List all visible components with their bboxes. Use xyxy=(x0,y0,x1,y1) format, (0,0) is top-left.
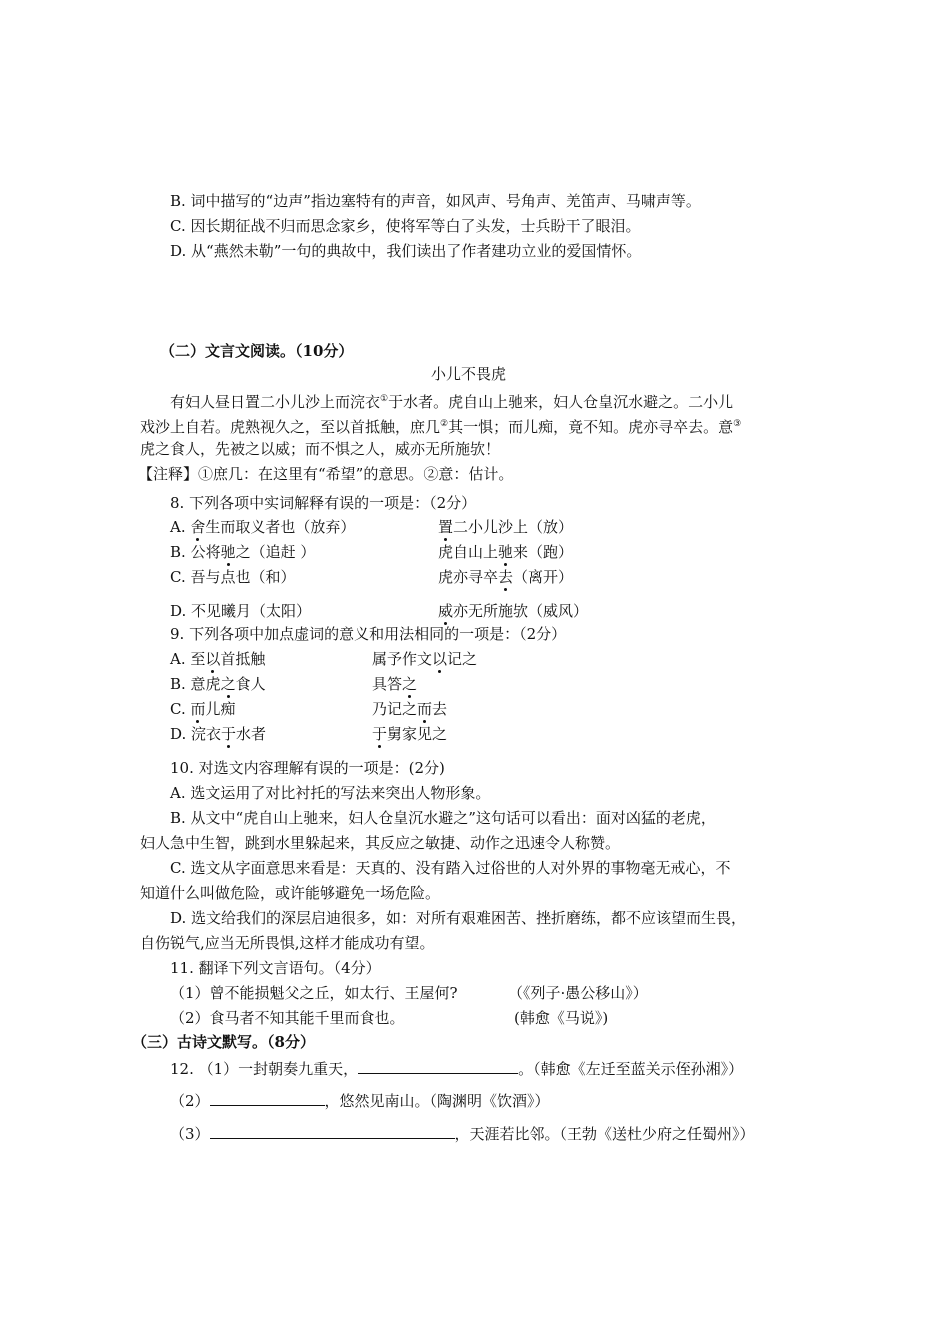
q9-option-d2: 于舅家见之 xyxy=(372,725,448,743)
q8-option-d2: 威亦无所施欤（威风） xyxy=(438,602,589,620)
q8-option-c: C. 吾与点也（和） xyxy=(170,568,296,586)
section3-heading: （三）古诗文默写。（8分） xyxy=(132,1033,315,1051)
answer-blank[interactable] xyxy=(358,1058,518,1074)
q8-option-a: A. 舍生而取义者也（放弃） xyxy=(170,518,356,536)
section2-heading: （二）文言文阅读。（10分） xyxy=(160,342,354,360)
q10-option-d: D. 选文给我们的深层启迪很多，如：对所有艰难困苦、挫折磨练，都不应该望而生畏， xyxy=(170,909,747,927)
q11-stem: 11. 翻译下列文言语句。（4分） xyxy=(170,959,381,977)
q8-option-b: B. 公将驰之（追赶 ） xyxy=(170,543,316,561)
q9-option-c2: 乃记之而去 xyxy=(372,700,448,718)
q11-sentence-1: （1）曾不能损魁父之丘，如太行、王屋何? xyxy=(170,984,458,1002)
passage-line-3: 虎之食人，先被之以威；而不惧之人，威亦无所施欤！ xyxy=(140,440,501,458)
q9-option-b2: 具答之 xyxy=(372,675,418,693)
q12-line-2: （2） ，悠然见南山。（陶渊明《饮酒》） xyxy=(170,1092,550,1110)
answer-blank[interactable] xyxy=(210,1123,455,1139)
q11-sentence-2: （2）食马者不知其能千里而食也。 xyxy=(170,1009,405,1027)
passage-note: 【注释】①庶几：在这里有“希望”的意思。②意：估计。 xyxy=(138,465,514,483)
q10-option-c: C. 选文从字面意思来看是：天真的、没有踏入过俗世的人对外界的事物毫无戒心，不 xyxy=(170,859,731,877)
answer-blank[interactable] xyxy=(210,1090,325,1106)
q9-option-c: C. 而儿痴 xyxy=(170,700,236,718)
q11-source-1: （《列子·愚公移山》） xyxy=(508,984,648,1002)
passage-line-2: 戏沙上自若。虎熟视久之，至以首抵触，庶几②其一惧；而儿痴，竟不知。虎亦寻卒去。意③ xyxy=(140,418,742,436)
q12-line-3: （3） ，天涯若比邻。（王勃《送杜少府之任蜀州》） xyxy=(170,1125,755,1143)
q8-option-a2: 置二小儿沙上（放） xyxy=(438,518,574,536)
q10-option-b: B. 从文中“虎自山上驰来，妇人仓皇沉水避之”这句话可以看出：面对凶猛的老虎， xyxy=(170,809,716,827)
q7-option-d: D. 从“燕然未勒”一句的典故中，我们读出了作者建功立业的爱国情怀。 xyxy=(170,242,642,260)
q10-stem: 10. 对选文内容理解有误的一项是：(2分) xyxy=(170,759,445,777)
passage-title: 小儿不畏虎 xyxy=(431,365,507,383)
q10-option-a: A. 选文运用了对比衬托的写法来突出人物形象。 xyxy=(170,784,491,802)
q10-option-b-cont: 妇人急中生智，跳到水里躲起来，其反应之敏捷、动作之迅速令人称赞。 xyxy=(140,834,621,852)
q9-option-a2: 属予作文以记之 xyxy=(372,650,478,668)
passage-line-1: 有妇人昼日置二小儿沙上而浣衣①于水者。虎自山上驰来，妇人仓皇沉水避之。二小儿 xyxy=(170,393,734,411)
q9-option-d: D. 浣衣于水者 xyxy=(170,725,267,743)
q10-option-c-cont: 知道什么叫做危险，或许能够避免一场危险。 xyxy=(140,884,441,902)
q7-option-c: C. 因长期征战不归而思念家乡，使将军等白了头发，士兵盼干了眼泪。 xyxy=(170,217,641,235)
q8-option-c2: 虎亦寻卒去（离开） xyxy=(438,568,574,586)
q9-option-b: B. 意虎之食人 xyxy=(170,675,266,693)
q9-option-a: A. 至以首抵触 xyxy=(170,650,266,668)
q7-option-b: B. 词中描写的“边声”指边塞特有的声音，如风声、号角声、羌笛声、马啸声等。 xyxy=(170,192,701,210)
q10-option-d-cont: 自伤锐气,应当无所畏惧,这样才能成功有望。 xyxy=(140,934,435,952)
q9-stem: 9. 下列各项中加点虚词的意义和用法相同的一项是：（2分） xyxy=(170,625,567,643)
q8-stem: 8. 下列各项中实词解释有误的一项是：（2分） xyxy=(170,494,477,512)
q8-option-b2: 虎自山上驰来（跑） xyxy=(438,543,574,561)
q12-line-1: 12. （1）一封朝奏九重天， 。（韩愈《左迁至蓝关示侄孙湘》） xyxy=(170,1060,744,1078)
q8-option-d: D. 不见曦月（太阳） xyxy=(170,602,312,620)
q11-source-2: (韩愈《马说》) xyxy=(514,1009,609,1027)
